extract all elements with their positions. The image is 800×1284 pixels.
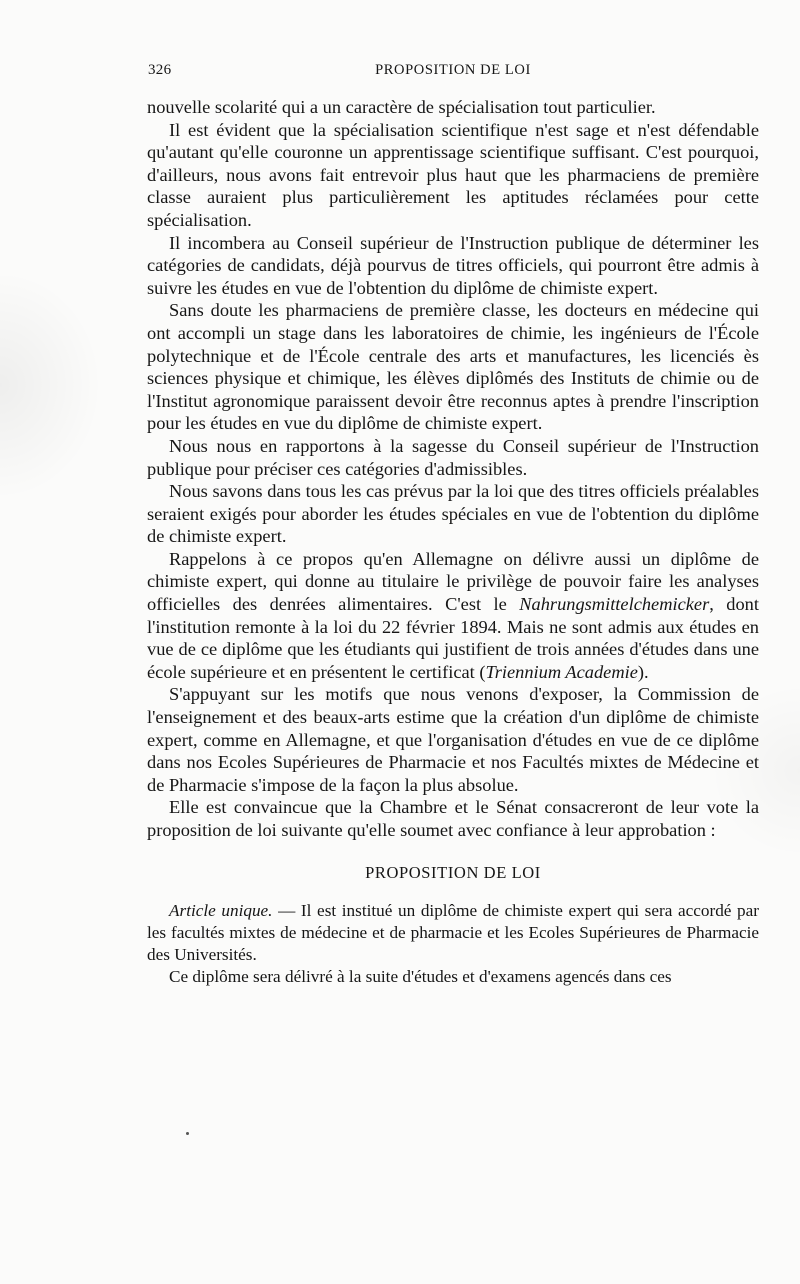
page-number: 326 bbox=[148, 62, 172, 78]
paragraph: Il est évident que la spécialisation scientifique n'est sage et n'est défendable qu'autant qu'elle couronne un apprentissage scientifique suffisant. C'est pourquoi, d'ailleurs, nous avons fait entrevoir plus haut que les pharmaciens de première classe auraient plus particulièrement les aptitudes réclamées pour cette spécialisation. bbox=[147, 119, 759, 230]
paragraph-text: Rappelons à ce propos qu'en Allemagne on délivre aussi un diplôme de chimiste expert, qui donne au titulaire le privilège de pouvoir faire les analyses officielles des denrées alimentaires. C'est le bbox=[147, 548, 759, 615]
article-paragraph bbox=[147, 900, 759, 965]
paragraph: Il incombera au Conseil supérieur de l'Instruction publique de déterminer les catégories de candidats, déjà pourvus de titres officiels, qui pourront être admis à suivre les études en vue de l'obtention du diplôme de chimiste expert. bbox=[147, 232, 759, 298]
ink-speck bbox=[186, 1132, 189, 1135]
body-text bbox=[147, 96, 759, 987]
running-head bbox=[148, 62, 758, 84]
paragraph-text: , dont l'institution remonte à la loi du 22 février 1894. Mais ne sont admis aux études en vue de ce diplôme que les étudiants qui justifient de trois années d'études dans une école supérieure et en présentent le certificat ( bbox=[147, 594, 759, 682]
paragraph: Sans doute les pharmaciens de première classe, les docteurs en médecine qui ont accompli un stage dans les laboratoires de chimie, les ingénieurs de l'École polytechnique et de l'École centrale des arts et manufactures, les licenciés ès sciences physique et chimique, les élèves diplômés des Instituts de chimie ou de l'Institut agronomique paraissent devoir être reconnus aptes à prendre l'inscription pour les études en vue du diplôme de chimiste expert. bbox=[147, 300, 759, 434]
article bbox=[147, 900, 759, 987]
section-heading: PROPOSITION DE LOI bbox=[365, 862, 541, 882]
article-paragraph: Ce diplôme sera délivré à la suite d'études et d'examens agencés dans ces bbox=[169, 966, 672, 986]
paragraph bbox=[147, 548, 759, 684]
paragraph: S'appuyant sur les motifs que nous venons d'exposer, la Commission de l'enseignement et des beaux-arts estime que la création d'un diplôme de chimiste expert, comme en Allemagne, et que l'organisation d'études en vue de ce diplôme dans nos Ecoles Supérieures de Pharmacie et nos Facultés mixtes de Médecine et de Pharmacie s'impose de la façon la plus absolue. bbox=[147, 684, 759, 795]
page-header-title: PROPOSITION DE LOI bbox=[375, 62, 531, 78]
paragraph: Nous nous en rapportons à la sagesse du Conseil supérieur de l'Instruction publique pour préciser ces catégories d'admissibles. bbox=[147, 435, 759, 479]
paragraph-text: ). bbox=[637, 661, 649, 682]
latin-term: Triennium Academie bbox=[485, 661, 638, 682]
article-label: Article unique. bbox=[169, 901, 273, 921]
paragraph: Nous savons dans tous les cas prévus par la loi que des titres officiels préalables seraient exigés pour aborder les études spéciales en vue de l'obtention du diplôme de chimiste expert. bbox=[147, 481, 759, 547]
paragraph: nouvelle scolarité qui a un caractère de spécialisation tout particulier. bbox=[147, 97, 656, 117]
article-text: — Il est institué un diplôme de chimiste expert qui sera accordé par les facultés mixtes de médecine et de pharmacie et les Ecoles Supérieures de Pharmacie des Universités. bbox=[147, 901, 759, 964]
german-term: Nahrungsmittelchemicker bbox=[519, 594, 710, 615]
paragraph: Elle est convaincue que la Chambre et le Sénat consacreront de leur vote la proposition de loi suivante qu'elle soumet avec confiance à leur approbation : bbox=[147, 797, 759, 840]
